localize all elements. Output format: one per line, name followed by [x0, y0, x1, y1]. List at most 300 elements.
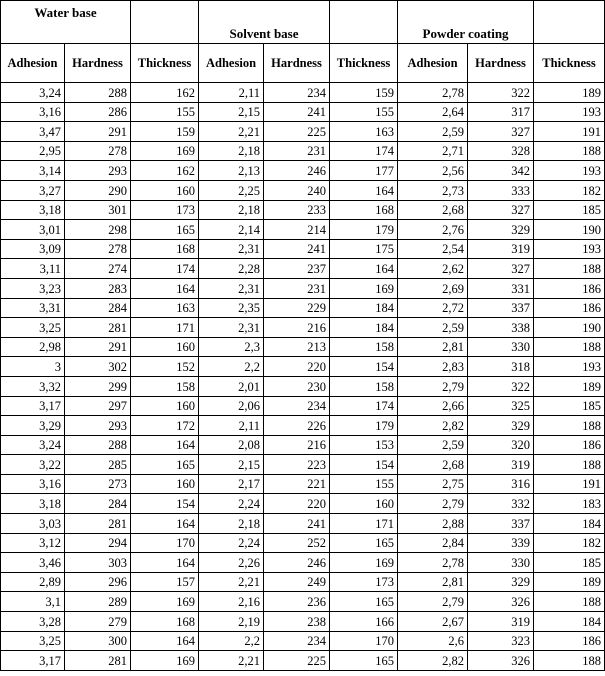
table-cell: 3,23	[1, 278, 65, 298]
table-cell: 2,59	[398, 435, 468, 455]
table-cell: 184	[534, 514, 605, 534]
table-cell: 285	[65, 455, 131, 475]
table-row	[1, 102, 605, 122]
table-cell: 163	[131, 298, 199, 318]
table-cell: 3	[1, 357, 65, 377]
table-cell: 2,2	[199, 357, 264, 377]
table-cell: 169	[330, 553, 398, 573]
table-row	[1, 572, 605, 592]
table-row	[1, 278, 605, 298]
table-cell: 165	[131, 455, 199, 475]
table-cell: 329	[468, 220, 534, 240]
table-cell: 337	[468, 514, 534, 534]
table-row	[1, 631, 605, 651]
group-header-spacer	[330, 1, 398, 44]
table-cell: 193	[534, 161, 605, 181]
table-cell: 2,88	[398, 514, 468, 534]
table-cell: 2,73	[398, 180, 468, 200]
table-cell: 3,11	[1, 259, 65, 279]
table-cell: 162	[131, 83, 199, 103]
table-cell: 278	[65, 141, 131, 161]
table-cell: 174	[131, 259, 199, 279]
table-cell: 2,21	[199, 572, 264, 592]
table-row	[1, 180, 605, 200]
table-cell: 2,95	[1, 141, 65, 161]
table-cell: 319	[468, 612, 534, 632]
table-cell: 2,59	[398, 318, 468, 338]
table-cell: 169	[131, 592, 199, 612]
table-cell: 2,11	[199, 416, 264, 436]
table-cell: 165	[131, 220, 199, 240]
table-cell: 216	[264, 318, 330, 338]
table-cell: 2,25	[199, 180, 264, 200]
table-cell: 327	[468, 122, 534, 142]
table-cell: 3,32	[1, 376, 65, 396]
table-cell: 327	[468, 259, 534, 279]
table-cell: 174	[330, 396, 398, 416]
table-cell: 279	[65, 612, 131, 632]
table-cell: 319	[468, 239, 534, 259]
table-cell: 169	[131, 651, 199, 671]
table-cell: 216	[264, 435, 330, 455]
table-cell: 2,68	[398, 455, 468, 475]
table-cell: 154	[131, 494, 199, 514]
table-cell: 3,24	[1, 435, 65, 455]
table-row	[1, 494, 605, 514]
table-cell: 2,11	[199, 83, 264, 103]
table-cell: 171	[330, 514, 398, 534]
table-cell: 2,01	[199, 376, 264, 396]
table-cell: 168	[330, 200, 398, 220]
table-cell: 154	[330, 357, 398, 377]
table-cell: 3,01	[1, 220, 65, 240]
table-body	[1, 83, 605, 671]
table-cell: 162	[131, 161, 199, 181]
table-row	[1, 592, 605, 612]
table-cell: 155	[330, 102, 398, 122]
table-cell: 186	[534, 298, 605, 318]
table-cell: 163	[330, 122, 398, 142]
table-cell: 184	[534, 612, 605, 632]
column-header-solvent-thickness: Thickness	[330, 44, 398, 83]
table-cell: 278	[65, 239, 131, 259]
table-cell: 2,31	[199, 318, 264, 338]
table-cell: 153	[330, 435, 398, 455]
table-cell: 241	[264, 514, 330, 534]
table-cell: 325	[468, 396, 534, 416]
table-cell: 241	[264, 239, 330, 259]
table-cell: 299	[65, 376, 131, 396]
group-header-powder-coating: Powder coating	[398, 1, 534, 44]
table-cell: 252	[264, 533, 330, 553]
table-cell: 237	[264, 259, 330, 279]
table-cell: 3,25	[1, 318, 65, 338]
table-cell: 214	[264, 220, 330, 240]
table-cell: 2,59	[398, 122, 468, 142]
table-cell: 2,26	[199, 553, 264, 573]
table-cell: 2,3	[199, 337, 264, 357]
table-row	[1, 200, 605, 220]
table-cell: 182	[534, 533, 605, 553]
column-header-powder-hardness: Hardness	[468, 44, 534, 83]
table-cell: 296	[65, 572, 131, 592]
table-cell: 2,14	[199, 220, 264, 240]
table-cell: 3,28	[1, 612, 65, 632]
group-header-spacer	[534, 1, 605, 44]
table-cell: 165	[330, 651, 398, 671]
table-row	[1, 612, 605, 632]
table-cell: 327	[468, 200, 534, 220]
table-cell: 2,71	[398, 141, 468, 161]
table-cell: 2,66	[398, 396, 468, 416]
table-cell: 177	[330, 161, 398, 181]
table-cell: 185	[534, 396, 605, 416]
table-cell: 170	[131, 533, 199, 553]
table-row	[1, 455, 605, 475]
table-cell: 173	[330, 572, 398, 592]
table-cell: 249	[264, 572, 330, 592]
table-cell: 281	[65, 318, 131, 338]
table-cell: 2,15	[199, 455, 264, 475]
column-header-powder-adhesion: Adhesion	[398, 44, 468, 83]
table-row	[1, 651, 605, 671]
table-cell: 160	[131, 337, 199, 357]
table-cell: 186	[534, 631, 605, 651]
column-header-solvent-adhesion: Adhesion	[199, 44, 264, 83]
table-cell: 236	[264, 592, 330, 612]
table-cell: 234	[264, 83, 330, 103]
table-cell: 2,83	[398, 357, 468, 377]
table-cell: 168	[131, 239, 199, 259]
table-cell: 164	[131, 553, 199, 573]
table-cell: 2,24	[199, 533, 264, 553]
table-cell: 193	[534, 102, 605, 122]
table-cell: 3,46	[1, 553, 65, 573]
table-cell: 164	[131, 435, 199, 455]
table-cell: 223	[264, 455, 330, 475]
table-cell: 2,31	[199, 278, 264, 298]
table-cell: 318	[468, 357, 534, 377]
table-cell: 164	[330, 259, 398, 279]
table-cell: 302	[65, 357, 131, 377]
table-cell: 157	[131, 572, 199, 592]
table-cell: 2,56	[398, 161, 468, 181]
table-cell: 182	[534, 180, 605, 200]
table-row	[1, 161, 605, 181]
table-cell: 160	[330, 494, 398, 514]
table-cell: 230	[264, 376, 330, 396]
table-cell: 159	[131, 122, 199, 142]
table-cell: 234	[264, 396, 330, 416]
table-row	[1, 337, 605, 357]
table-cell: 300	[65, 631, 131, 651]
table-cell: 2,2	[199, 631, 264, 651]
table-cell: 298	[65, 220, 131, 240]
table-cell: 160	[131, 474, 199, 494]
table-row	[1, 318, 605, 338]
table-cell: 159	[330, 83, 398, 103]
table-cell: 165	[330, 533, 398, 553]
table-cell: 169	[330, 278, 398, 298]
table-cell: 342	[468, 161, 534, 181]
table-cell: 326	[468, 592, 534, 612]
table-cell: 189	[534, 572, 605, 592]
table-cell: 179	[330, 220, 398, 240]
table-cell: 319	[468, 455, 534, 475]
table-cell: 288	[65, 435, 131, 455]
table-cell: 294	[65, 533, 131, 553]
table-cell: 281	[65, 514, 131, 534]
table-cell: 190	[534, 318, 605, 338]
table-cell: 188	[534, 651, 605, 671]
table-cell: 329	[468, 572, 534, 592]
table-cell: 154	[330, 455, 398, 475]
column-header-water-hardness: Hardness	[65, 44, 131, 83]
table-cell: 152	[131, 357, 199, 377]
table-cell: 233	[264, 200, 330, 220]
table-cell: 2,75	[398, 474, 468, 494]
table-cell: 221	[264, 474, 330, 494]
table-cell: 273	[65, 474, 131, 494]
table-cell: 2,64	[398, 102, 468, 122]
table-cell: 175	[330, 239, 398, 259]
table-row	[1, 416, 605, 436]
table-cell: 3,29	[1, 416, 65, 436]
table-cell: 2,21	[199, 122, 264, 142]
table-cell: 3,17	[1, 651, 65, 671]
table-row	[1, 396, 605, 416]
table-cell: 320	[468, 435, 534, 455]
table-cell: 289	[65, 592, 131, 612]
table-cell: 2,19	[199, 612, 264, 632]
table-cell: 164	[131, 278, 199, 298]
table-cell: 332	[468, 494, 534, 514]
table-cell: 185	[534, 200, 605, 220]
table-cell: 331	[468, 278, 534, 298]
table-cell: 330	[468, 337, 534, 357]
table-cell: 229	[264, 298, 330, 318]
table-cell: 188	[534, 259, 605, 279]
table-cell: 225	[264, 122, 330, 142]
table-cell: 2,69	[398, 278, 468, 298]
table-cell: 328	[468, 141, 534, 161]
table-row	[1, 474, 605, 494]
table-cell: 2,6	[398, 631, 468, 651]
table-cell: 293	[65, 161, 131, 181]
table-cell: 185	[534, 553, 605, 573]
table-cell: 168	[131, 612, 199, 632]
table-cell: 220	[264, 494, 330, 514]
table-cell: 170	[330, 631, 398, 651]
table-cell: 2,82	[398, 416, 468, 436]
table-cell: 301	[65, 200, 131, 220]
table-cell: 191	[534, 122, 605, 142]
table-cell: 3,18	[1, 200, 65, 220]
table-cell: 3,12	[1, 533, 65, 553]
table-row	[1, 435, 605, 455]
table-cell: 155	[330, 474, 398, 494]
table-cell: 246	[264, 161, 330, 181]
table-cell: 3,1	[1, 592, 65, 612]
table-cell: 2,79	[398, 592, 468, 612]
table-cell: 2,15	[199, 102, 264, 122]
table-row	[1, 514, 605, 534]
table-cell: 283	[65, 278, 131, 298]
table-cell: 173	[131, 200, 199, 220]
table-cell: 226	[264, 416, 330, 436]
table-cell: 3,24	[1, 83, 65, 103]
column-header-water-adhesion: Adhesion	[1, 44, 65, 83]
column-header-row	[1, 44, 605, 83]
table-cell: 164	[330, 180, 398, 200]
table-cell: 3,17	[1, 396, 65, 416]
table-cell: 193	[534, 239, 605, 259]
table-cell: 184	[330, 318, 398, 338]
table-cell: 290	[65, 180, 131, 200]
table-cell: 3,22	[1, 455, 65, 475]
table-cell: 174	[330, 141, 398, 161]
table-cell: 2,18	[199, 200, 264, 220]
column-header-solvent-hardness: Hardness	[264, 44, 330, 83]
table-row	[1, 83, 605, 103]
table-cell: 225	[264, 651, 330, 671]
table-cell: 158	[330, 376, 398, 396]
table-cell: 183	[534, 494, 605, 514]
table-cell: 188	[534, 592, 605, 612]
table-row	[1, 553, 605, 573]
table-row	[1, 141, 605, 161]
table-row	[1, 298, 605, 318]
table-cell: 3,16	[1, 102, 65, 122]
table-cell: 220	[264, 357, 330, 377]
table-cell: 333	[468, 180, 534, 200]
column-header-water-thickness: Thickness	[131, 44, 199, 83]
table-cell: 316	[468, 474, 534, 494]
table-cell: 188	[534, 416, 605, 436]
table-cell: 2,18	[199, 514, 264, 534]
table-cell: 184	[330, 298, 398, 318]
table-cell: 2,08	[199, 435, 264, 455]
table-cell: 322	[468, 376, 534, 396]
table-cell: 169	[131, 141, 199, 161]
table-cell: 188	[534, 337, 605, 357]
table-cell: 326	[468, 651, 534, 671]
table-cell: 231	[264, 278, 330, 298]
table-cell: 3,27	[1, 180, 65, 200]
table-cell: 155	[131, 102, 199, 122]
table-cell: 3,25	[1, 631, 65, 651]
table-cell: 2,78	[398, 553, 468, 573]
table-cell: 2,78	[398, 83, 468, 103]
table-cell: 337	[468, 298, 534, 318]
table-cell: 293	[65, 416, 131, 436]
table-cell: 297	[65, 396, 131, 416]
table-cell: 2,16	[199, 592, 264, 612]
table-cell: 165	[330, 592, 398, 612]
table-cell: 158	[330, 337, 398, 357]
table-cell: 172	[131, 416, 199, 436]
table-cell: 2,17	[199, 474, 264, 494]
table-cell: 317	[468, 102, 534, 122]
table-cell: 171	[131, 318, 199, 338]
table-cell: 2,79	[398, 376, 468, 396]
table-cell: 2,84	[398, 533, 468, 553]
table-cell: 274	[65, 259, 131, 279]
table-cell: 189	[534, 83, 605, 103]
table-cell: 193	[534, 357, 605, 377]
table-cell: 160	[131, 180, 199, 200]
table-row	[1, 533, 605, 553]
table-cell: 158	[131, 376, 199, 396]
table-cell: 286	[65, 102, 131, 122]
table-cell: 3,18	[1, 494, 65, 514]
table-cell: 246	[264, 553, 330, 573]
table-cell: 339	[468, 533, 534, 553]
table-cell: 2,06	[199, 396, 264, 416]
table-cell: 281	[65, 651, 131, 671]
table-cell: 2,62	[398, 259, 468, 279]
table-cell: 2,82	[398, 651, 468, 671]
table-cell: 338	[468, 318, 534, 338]
table-cell: 179	[330, 416, 398, 436]
table-cell: 2,21	[199, 651, 264, 671]
table-cell: 3,31	[1, 298, 65, 318]
table-cell: 213	[264, 337, 330, 357]
table-cell: 2,76	[398, 220, 468, 240]
table-cell: 284	[65, 298, 131, 318]
table-cell: 189	[534, 376, 605, 396]
column-header-powder-thickness: Thickness	[534, 44, 605, 83]
table-row	[1, 357, 605, 377]
table-cell: 2,54	[398, 239, 468, 259]
table-cell: 164	[131, 514, 199, 534]
table-cell: 3,14	[1, 161, 65, 181]
table-cell: 2,98	[1, 337, 65, 357]
table-cell: 234	[264, 631, 330, 651]
table-cell: 190	[534, 220, 605, 240]
group-header-spacer	[131, 1, 199, 44]
table-cell: 2,13	[199, 161, 264, 181]
table-cell: 186	[534, 278, 605, 298]
group-header-water-base: Water base	[1, 1, 131, 44]
table-cell: 284	[65, 494, 131, 514]
group-header-row	[1, 1, 605, 44]
table-cell: 288	[65, 83, 131, 103]
table-cell: 2,81	[398, 337, 468, 357]
table-row	[1, 259, 605, 279]
table-cell: 186	[534, 435, 605, 455]
table-cell: 2,35	[199, 298, 264, 318]
table-cell: 2,72	[398, 298, 468, 318]
table-cell: 160	[131, 396, 199, 416]
table-cell: 3,16	[1, 474, 65, 494]
group-header-solvent-base: Solvent base	[199, 1, 330, 44]
table-cell: 329	[468, 416, 534, 436]
table-cell: 3,09	[1, 239, 65, 259]
table-cell: 330	[468, 553, 534, 573]
table-cell: 2,89	[1, 572, 65, 592]
table-cell: 303	[65, 553, 131, 573]
table-row	[1, 239, 605, 259]
table-row	[1, 220, 605, 240]
table-cell: 2,81	[398, 572, 468, 592]
table-cell: 2,68	[398, 200, 468, 220]
table-cell: 166	[330, 612, 398, 632]
table-cell: 240	[264, 180, 330, 200]
table-cell: 2,18	[199, 141, 264, 161]
table-cell: 291	[65, 122, 131, 142]
table-cell: 291	[65, 337, 131, 357]
